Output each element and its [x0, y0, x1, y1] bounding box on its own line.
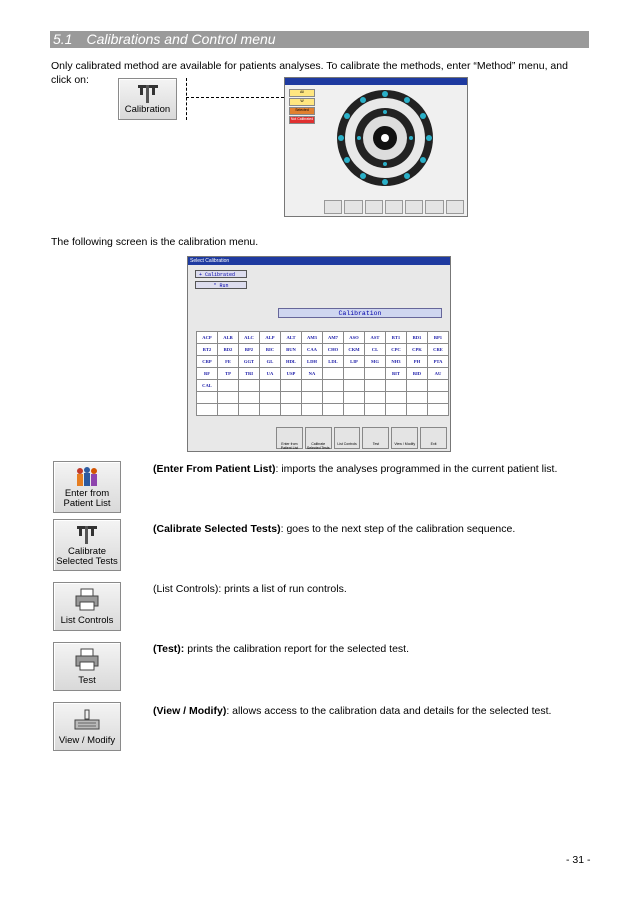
keyboard-hand-icon — [73, 708, 101, 732]
grid-cell[interactable]: CRE — [428, 344, 449, 356]
grid-cell — [365, 404, 386, 416]
grid-cell[interactable]: LDH — [302, 356, 323, 368]
grid-cell — [365, 380, 386, 392]
calibration-button[interactable] — [118, 78, 177, 120]
desc-1-bold: (Calibrate Selected Tests) — [153, 523, 281, 535]
calibration-toolbar — [276, 427, 447, 449]
grid-cell[interactable]: UA — [260, 368, 281, 380]
grid-cell — [344, 404, 365, 416]
grid-cell[interactable]: PTA — [428, 356, 449, 368]
desc-0-bold: (Enter From Patient List) — [153, 463, 276, 475]
printer-icon — [74, 588, 100, 612]
grid-cell[interactable]: CL — [365, 344, 386, 356]
grid-cell — [302, 380, 323, 392]
method-toolbar — [324, 200, 464, 214]
grid-cell[interactable]: TRI — [239, 368, 260, 380]
grid-cell[interactable]: BUN — [281, 344, 302, 356]
grid-row — [197, 356, 449, 368]
grid-cell[interactable]: BD2 — [218, 344, 239, 356]
legend-w: W — [289, 98, 315, 106]
grid-cell — [239, 380, 260, 392]
grid-cell — [407, 380, 428, 392]
method-tool-1[interactable] — [324, 200, 342, 214]
grid-cell — [344, 380, 365, 392]
method-tool-4[interactable] — [385, 200, 403, 214]
grid-cell[interactable]: FE — [218, 356, 239, 368]
people-icon — [73, 466, 101, 488]
grid-cell[interactable]: AM7 — [323, 332, 344, 344]
grid-cell[interactable]: LDL — [323, 356, 344, 368]
method-tool-7[interactable] — [446, 200, 464, 214]
grid-cell — [323, 392, 344, 404]
btn-2-label: List Controls — [60, 615, 114, 626]
section-heading — [50, 31, 589, 48]
grid-cell[interactable]: ALP — [260, 332, 281, 344]
grid-cell[interactable]: ALC — [239, 332, 260, 344]
grid-cell — [365, 392, 386, 404]
grid-cell — [239, 404, 260, 416]
grid-cell[interactable]: AM3 — [302, 332, 323, 344]
grid-cell[interactable]: RF — [197, 368, 218, 380]
caliper-icon — [74, 524, 100, 546]
grid-cell — [260, 404, 281, 416]
grid-row — [197, 380, 449, 392]
calibration-window-title: Select Calibration — [188, 257, 450, 265]
legend-selected: Selected — [289, 107, 315, 115]
grid-cell[interactable]: CPC — [386, 344, 407, 356]
printer-icon — [74, 648, 100, 672]
desc-1-rest: : goes to the next step of the calibration sequence. — [280, 523, 516, 535]
method-tool-3[interactable] — [365, 200, 383, 214]
grid-cell — [281, 380, 302, 392]
intro-line-2: click on: — [51, 74, 89, 86]
section-title: Calibrations and Control menu — [86, 31, 276, 47]
grid-cell — [281, 392, 302, 404]
grid-cell — [218, 380, 239, 392]
grid-cell[interactable]: LIP — [344, 356, 365, 368]
grid-cell — [281, 404, 302, 416]
desc-4-bold: (View / Modify) — [153, 705, 227, 717]
grid-cell[interactable]: NH3 — [386, 356, 407, 368]
grid-cell[interactable]: USP — [281, 368, 302, 380]
method-legend — [289, 89, 315, 125]
legend-all: All — [289, 89, 315, 97]
grid-cell[interactable]: BP1 — [428, 332, 449, 344]
grid-cell — [407, 392, 428, 404]
desc-test — [153, 642, 409, 656]
grid-cell[interactable]: NA — [302, 368, 323, 380]
grid-row — [197, 332, 449, 344]
dash-guide-left — [186, 78, 187, 120]
grid-cell[interactable]: MG — [365, 356, 386, 368]
btn-1-line2: Selected Tests — [56, 556, 118, 567]
grid-cell[interactable]: PH — [407, 356, 428, 368]
grid-cell[interactable]: BD1 — [407, 332, 428, 344]
desc-2-rest: (List Controls): prints a list of run controls. — [153, 583, 347, 595]
enter-from-patient-list-button[interactable] — [53, 461, 121, 513]
grid-cell[interactable]: BIC — [260, 344, 281, 356]
grid-row — [197, 392, 449, 404]
calibrate-selected-tests-button[interactable] — [53, 519, 121, 571]
grid-cell[interactable]: HDL — [281, 356, 302, 368]
grid-row — [197, 344, 449, 356]
page-number: - 31 - — [566, 854, 591, 866]
grid-cell — [302, 392, 323, 404]
reagent-rotor — [335, 88, 435, 188]
grid-cell — [428, 380, 449, 392]
method-window-titlebar — [285, 78, 467, 85]
grid-cell — [239, 392, 260, 404]
calibration-test-grid — [196, 331, 449, 416]
desc-3-rest: prints the calibration report for the selected test. — [184, 643, 410, 655]
grid-cell — [386, 380, 407, 392]
grid-cell — [428, 404, 449, 416]
method-tool-5[interactable] — [405, 200, 423, 214]
method-tool-6[interactable] — [425, 200, 443, 214]
grid-cell — [386, 392, 407, 404]
method-window — [284, 77, 468, 217]
btn-1-line1: Calibrate — [67, 546, 107, 557]
test-button[interactable] — [53, 642, 121, 691]
desc-list-controls — [153, 582, 347, 596]
desc-0-rest: : imports the analyses programmed in the current patient list. — [275, 463, 558, 475]
grid-cell[interactable]: ALT — [281, 332, 302, 344]
calibration-intro: The following screen is the calibration menu. — [51, 236, 259, 248]
grid-cell — [323, 368, 344, 380]
grid-cell — [323, 380, 344, 392]
list-controls-button[interactable] — [53, 582, 121, 631]
grid-cell[interactable]: ASO — [344, 332, 365, 344]
grid-cell[interactable]: GGT — [239, 356, 260, 368]
grid-cell[interactable]: BT1 — [386, 332, 407, 344]
desc-4-rest: : allows access to the calibration data and details for the selected test. — [226, 705, 552, 717]
calibration-panel-title: Calibration — [278, 308, 442, 318]
desc-3-bold: (Test): — [153, 643, 185, 655]
btn-0-line2: Patient List — [63, 498, 111, 509]
grid-cell — [386, 404, 407, 416]
grid-cell[interactable]: GL — [260, 356, 281, 368]
grid-cell — [365, 368, 386, 380]
dash-connector — [186, 97, 284, 98]
grid-row — [197, 404, 449, 416]
grid-cell[interactable]: CAA — [302, 344, 323, 356]
grid-cell — [218, 404, 239, 416]
grid-cell — [197, 404, 218, 416]
grid-cell — [428, 392, 449, 404]
legend-not-calibrated: Not Calibrated — [289, 116, 315, 124]
btn-4-label: View / Modify — [58, 735, 116, 746]
grid-cell[interactable]: TP — [218, 368, 239, 380]
section-number: 5.1 — [53, 31, 73, 47]
grid-cell[interactable]: CKM — [344, 344, 365, 356]
grid-cell — [407, 404, 428, 416]
tb-exit[interactable]: Exit — [420, 427, 447, 449]
grid-cell[interactable]: BP2 — [239, 344, 260, 356]
option-calibrated[interactable]: + Calibrated — [195, 270, 247, 278]
method-tool-2[interactable] — [344, 200, 362, 214]
grid-cell[interactable]: CHO — [323, 344, 344, 356]
grid-cell[interactable]: BID — [407, 368, 428, 380]
tb-test[interactable]: Test — [362, 427, 389, 449]
grid-cell — [323, 404, 344, 416]
calibration-window — [187, 256, 451, 452]
option-run[interactable]: * Run — [195, 281, 247, 289]
tb-calibrate-selected-tests[interactable]: Calibrate Selected Tests — [305, 427, 332, 449]
grid-cell — [260, 392, 281, 404]
grid-cell — [344, 392, 365, 404]
view-modify-button[interactable] — [53, 702, 121, 751]
grid-cell[interactable]: ALB — [218, 332, 239, 344]
grid-cell — [260, 380, 281, 392]
grid-cell — [302, 404, 323, 416]
grid-cell — [197, 392, 218, 404]
desc-calibrate-selected-tests — [153, 522, 515, 536]
grid-row — [197, 368, 449, 380]
tb-view-modify[interactable]: View / Modify — [391, 427, 418, 449]
grid-cell[interactable]: AST — [365, 332, 386, 344]
intro-line-1: Only calibrated method are available for patients analyses. To calibrate the methods, enter “Method” menu, and — [51, 60, 568, 72]
caliper-icon — [135, 83, 161, 105]
grid-cell[interactable]: BIT — [386, 368, 407, 380]
calibration-button-label: Calibration — [124, 104, 171, 115]
tb-enter-from-patient-list[interactable]: Enter from Patient List — [276, 427, 303, 449]
grid-cell[interactable]: CAL — [197, 380, 218, 392]
grid-cell[interactable]: CRP — [197, 356, 218, 368]
grid-cell[interactable]: CPK — [407, 344, 428, 356]
grid-cell[interactable]: ACP — [197, 332, 218, 344]
desc-view-modify — [153, 704, 551, 718]
btn-0-line1: Enter from — [64, 488, 110, 499]
btn-3-label: Test — [78, 675, 96, 686]
grid-cell — [344, 368, 365, 380]
grid-cell — [218, 392, 239, 404]
tb-list-controls[interactable]: List Controls — [334, 427, 361, 449]
grid-cell[interactable]: BT2 — [197, 344, 218, 356]
desc-enter-from-patient-list — [153, 462, 557, 476]
grid-cell[interactable]: AU — [428, 368, 449, 380]
